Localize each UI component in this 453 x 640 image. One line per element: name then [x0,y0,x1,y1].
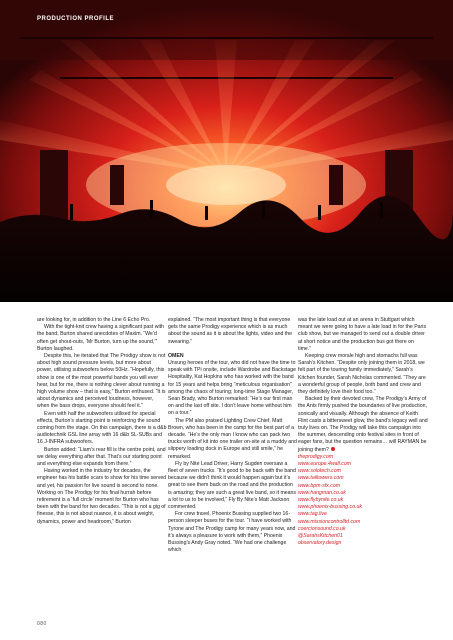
paragraph: explained. “The most important thing is that everyone gets the same Prodigy experience which is as much about the sound as it is about the lights, video and the swearing.” [168,317,293,345]
page-number: 080 [37,621,47,627]
article-column-1 [37,317,167,526]
paragraph: Unsung heroes of the tour, who did not have the time to speak with TPi onsite, include Wardrobe and Backstage Hospitality, Kat Hopkins who has worked with the band for 15 years and helps bring “meticulous organisation” among the chaos of touring; long-time Stage Manager, Sean Brady, who Burton remarked: “He’s our first man on and the last off site. I don’t leave home without him on a tour.” [168,360,297,417]
paragraph: Burton added: “Liam’s rear fill is the centre point, and we delay everything after that. That’s our starting point and everything else expands from there.” [37,446,166,468]
paragraph: are looking for, in addition to the Line 6 Echo Pro. [37,317,151,323]
link-phoenix-bussing[interactable]: www.phoenix-bussing.co.uk [298,504,363,511]
stage-core [166,165,286,205]
link-flybynite[interactable]: www.flybynite.co.uk [298,497,344,504]
paragraph: Having worked in the industry for decades, the engineer has his battle scars to show for his time served and yet, his passion for live sound is second to none. Working on The Prodigy for his final hurrah before retirement is a ‘full circle’ moment for Burton who has been with the band for two decades. “This is not a gig of finesse, this is not about nuance, it is about weight, dynamics, power and headroom,” Burton [37,468,167,525]
link-4wall[interactable]: www.europe.4wall.com [298,461,352,468]
paragraph-final [298,396,428,454]
paragraph: The PM also praised Lighting Crew Chief, Matt Brown, who has been in the camp for the best part of a decade. “He’s the only man I know who can pack two trucks worth of kit into one trailer on-site at a muddy and slippery loading dock in Europe and still smile,” he remarked. [168,417,297,460]
link-solotech[interactable]: www.solotech.com [298,468,341,475]
link-coercionsound[interactable]: coercionsound.co.uk [298,525,346,532]
link-hangman[interactable]: www.hangman.co.uk [298,489,346,496]
article-column-2 [168,317,298,555]
article-column-3 [298,317,428,548]
link-tag[interactable]: www.tag.live [298,511,327,518]
concert-photo [0,0,453,302]
paragraph: Fly by Nite Lead Driver, Harry Sugden oversaw a fleet of seven trucks. “It’s good to be back with the band because we didn’t think it would happen again but it’s great to see them back on the road and the production is amazing; they are such a great live band, so it means a lot to us to be involved,” Fly By Nite’s Matt Jackson commented. [168,460,297,511]
paragraph: With the tight-knit crew having a significant past with the band, Burton shared anecdotes of Maxim. “We’d often get shout-outs, ‘Mr Burton, turn up the sound,’” Burton laughed. [37,324,164,352]
link-tailtowers[interactable]: www.tailtowers.com [298,475,344,482]
end-of-article-mark [331,447,335,451]
link-bpm-sfx[interactable]: www.bpm-sfx.com [298,482,341,489]
link-sarahs-kitchen[interactable]: @SarahsKitchen01 [298,533,343,540]
paragraph: Even with half the subwoofers utilised for special effects, Burton’s starting point is reinforcing the sound coming from the stage. On this campaign, there is a d&b audiotechnik GSL line array with 16 d&b SL-SUBs and 16 J-INFRA subwoofers. [37,410,167,446]
section-label: PRODUCTION PROFILE [37,16,115,22]
paragraph: For crew travel, Phoenix Bussing supplied two 16-person sleeper buses for the tour. “I have worked with Tyrone and The Prodigy camp for many years now, and it’s always a pleasure to work with them,” Phoenix Bussing’s Andy Gray noted. “We had one challenge which [168,511,296,554]
concert-illustration [0,0,453,302]
link-missioncontrol[interactable]: www.missioncontrolltd.com [298,518,361,525]
section-heading: OMEN [168,352,184,359]
paragraph: was the late load out at an arena in Stuttgart which meant we were going to have a late load in for the Paris club show, but we managed to send out a double driver at short notice and the production bus got there on time.” [298,317,427,352]
link-observatory[interactable]: observatory.design [298,540,342,547]
paragraph-text: Backed by their devoted crew, The Prodigy’s Army of the Ants firmly pushed the boundaries of live production, sonically and visually. Although the absence of Keith Flint casts a bittersweet glow, the band’s legacy well and truly lives on. The Prodigy will take this campaign into the summer, descending onto festival sites in front of eager fans, but the question remains… will RAYMAN be joining them? [298,396,428,453]
paragraph: Despite this, he iterated that The Prodigy show is not about high sound pressure levels, but more about power, utilising subwoofers below 50Hz. “Hopefully, this show is one of the most powerful bands you will ever hear, but for me, there is nothing clever about running a high volume show – that is easy,” Burton enthused. “It is about dynamics and perceived loudness, however, when the bass drops, everyone should feel it.” [37,353,166,410]
link-theprodigy[interactable]: theprodigy.com [298,453,334,460]
paragraph: Keeping crew morale high and stomachs full was Sarah’s Kitchen. “Despite only joining them in 2018, we felt part of the touring family immediately,” Sarah’s Kitchen founder, Sarah Nicholas commented. “They are a wonderful group of people, both band and crew and they definitely love their food too.” [298,353,426,396]
